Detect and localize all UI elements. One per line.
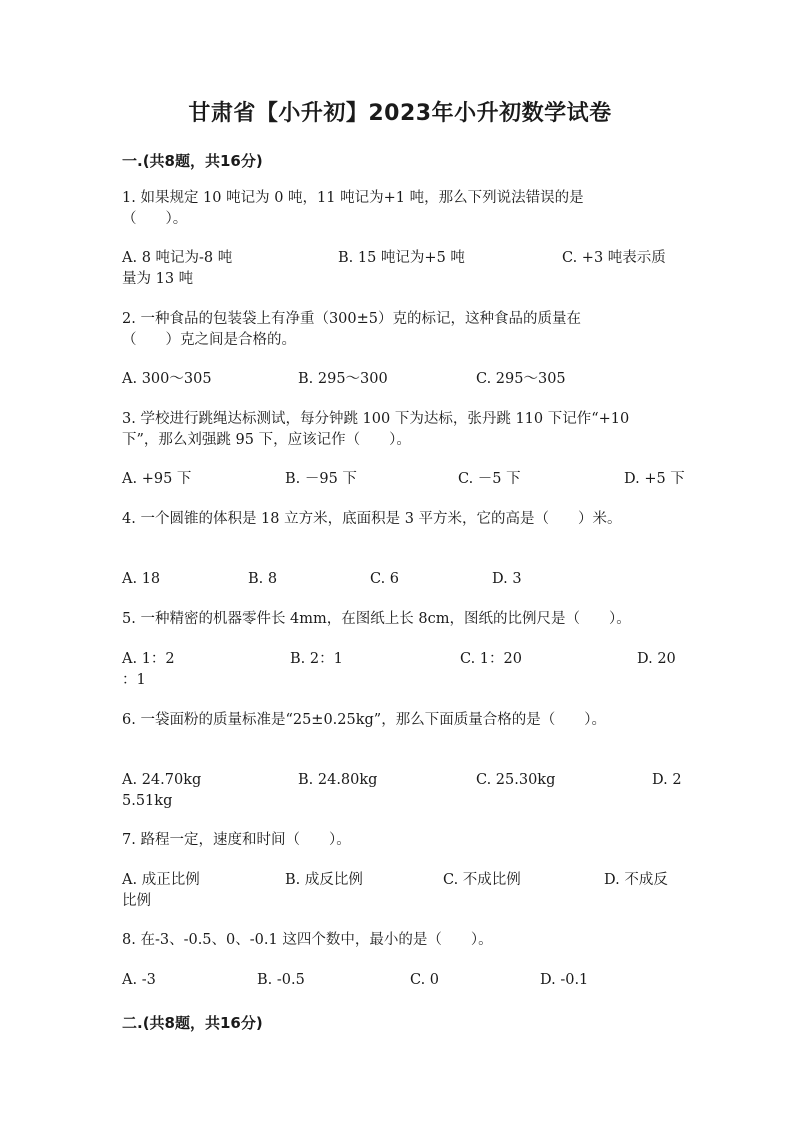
- option-a: A. 成正比例: [122, 872, 200, 888]
- section-one-heading: 一.(共8题，共16分): [122, 152, 263, 170]
- question-1-options: [0, 248, 800, 292]
- option-b: B. 8: [248, 571, 278, 587]
- question-4: [122, 509, 682, 530]
- question-text: 3. 学校进行跳绳达标测试，每分钟跳 100 下为达标，张丹跳 110 下记作“+10: [122, 411, 630, 427]
- question-text: 5. 一种精密的机器零件长 4mm，在图纸上长 8cm，图纸的比例尺是（ ）。: [122, 611, 631, 627]
- option-c: C. 6: [370, 571, 400, 587]
- option-c: C. 0: [410, 972, 440, 988]
- question-text: 6. 一袋面粉的质量标准是“25±0.25kg”，那么下面质量合格的是（ ）。: [122, 712, 606, 728]
- option-b: B. －95 下: [285, 471, 357, 487]
- question-text: 4. 一个圆锥的体积是 18 立方米，底面积是 3 平方米，它的高是（ ）米。: [122, 511, 622, 527]
- question-text: 下”，那么刘强跳 95 下，应该记作（ ）。: [122, 432, 411, 448]
- option-wrap: 5.51kg: [122, 793, 173, 809]
- question-5-options: [0, 649, 800, 693]
- section-two-heading: 二.(共8题，共16分): [122, 1014, 263, 1032]
- option-b: B. 成反比例: [285, 872, 363, 888]
- option-a: A. 8 吨记为-8 吨: [122, 250, 233, 266]
- option-c: C. 不成比例: [443, 872, 521, 888]
- question-6-options: [0, 770, 800, 814]
- option-b: B. 295～300: [298, 371, 388, 387]
- option-c: C. 295～305: [476, 371, 566, 387]
- question-4-options: [0, 569, 800, 613]
- question-text: 7. 路程一定，速度和时间（ ）。: [122, 832, 351, 848]
- question-2-options: [0, 369, 800, 413]
- question-3: [122, 409, 682, 451]
- question-text: 1. 如果规定 10 吨记为 0 吨，11 吨记为+1 吨，那么下列说法错误的是: [122, 190, 584, 206]
- question-8: [122, 930, 682, 951]
- option-c: C. +3 吨表示质: [562, 250, 666, 266]
- exam-title: 甘肃省【小升初】2023年小升初数学试卷: [188, 101, 612, 126]
- option-b: B. 2：1: [290, 651, 343, 667]
- option-wrap: ：1: [122, 672, 146, 688]
- option-a: A. 300～305: [122, 371, 212, 387]
- option-a: A. -3: [122, 972, 156, 988]
- option-b: B. 24.80kg: [298, 772, 378, 788]
- option-d: D. 不成反: [604, 872, 668, 888]
- option-b: B. 15 吨记为+5 吨: [338, 250, 465, 266]
- question-text: （ ）克之间是合格的。: [122, 332, 296, 348]
- option-b: B. -0.5: [257, 972, 305, 988]
- option-c: C. 25.30kg: [476, 772, 556, 788]
- option-wrap: 量为 13 吨: [122, 271, 194, 287]
- option-d: D. 2: [652, 772, 682, 788]
- option-c: C. －5 下: [458, 471, 521, 487]
- question-8-options: [0, 970, 800, 1014]
- question-5: [122, 609, 682, 630]
- question-2: [122, 309, 682, 351]
- option-d: D. +5 下: [624, 471, 685, 487]
- question-7-options: [0, 870, 800, 914]
- option-d: D. -0.1: [540, 972, 589, 988]
- question-3-options: [0, 469, 800, 513]
- option-d: D. 20: [637, 651, 676, 667]
- question-text: 8. 在-3、-0.5、0、-0.1 这四个数中，最小的是（ ）。: [122, 932, 493, 948]
- option-a: A. 1：2: [122, 651, 175, 667]
- question-text: （ ）。: [122, 211, 188, 227]
- option-a: A. 18: [122, 571, 161, 587]
- option-d: D. 3: [492, 571, 522, 587]
- option-wrap: 比例: [122, 893, 151, 909]
- question-text: 2. 一种食品的包装袋上有净重（300±5）克的标记，这种食品的质量在: [122, 311, 581, 327]
- question-1: [122, 188, 682, 230]
- question-7: [122, 830, 682, 851]
- question-6: [122, 710, 682, 731]
- option-c: C. 1：20: [460, 651, 522, 667]
- option-a: A. 24.70kg: [122, 772, 202, 788]
- option-a: A. +95 下: [122, 471, 192, 487]
